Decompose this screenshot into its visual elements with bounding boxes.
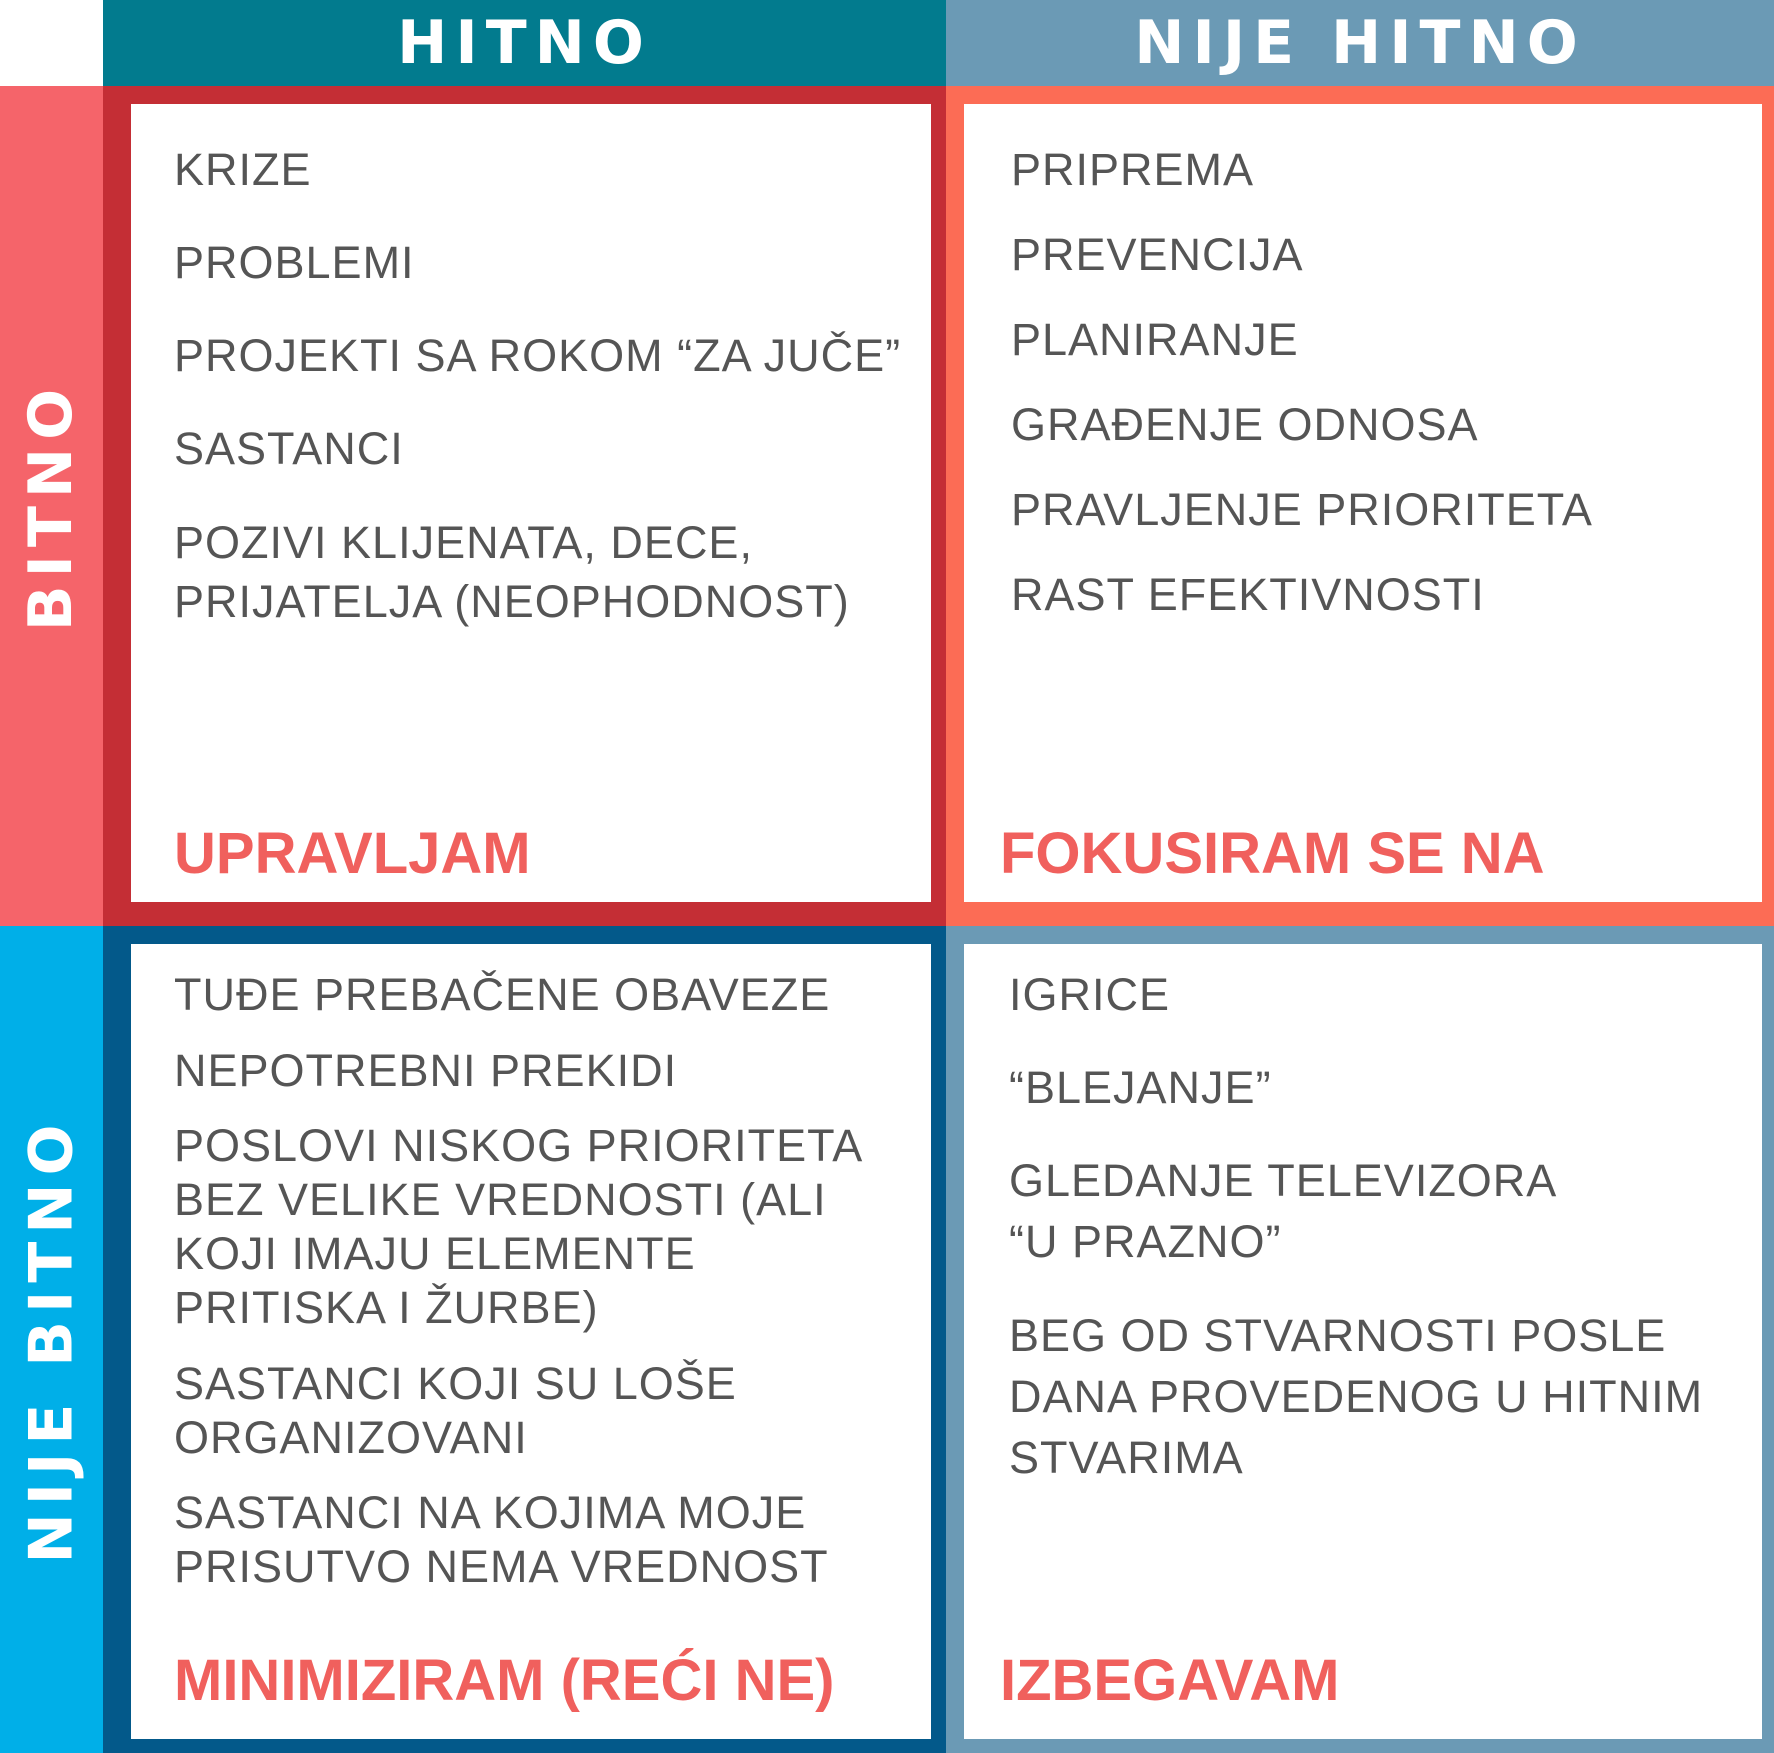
list-item: SASTANCI KOJI SU LOŠE <box>174 1358 737 1409</box>
header-urgent <box>103 0 946 86</box>
quadrant-not-urgent-important-box <box>964 104 1762 902</box>
header-not-urgent-label: NIJE HITNO <box>1134 8 1586 78</box>
quadrant-urgent-not-important-box <box>131 944 931 1739</box>
list-item: TUĐE PREBAČENE OBAVEZE <box>174 969 831 1020</box>
list-item: KOJI IMAJU ELEMENTE <box>174 1228 696 1279</box>
list-item: GLEDANJE TELEVIZORA <box>1009 1155 1558 1206</box>
list-item: SASTANCI <box>174 423 404 474</box>
quadrant-not-urgent-not-important-list <box>1009 944 1749 1544</box>
quadrant-not-urgent-important <box>946 86 1774 926</box>
header-not-important-label: NIJE BITNO <box>16 1116 87 1563</box>
quadrant-urgent-not-important <box>103 926 946 1753</box>
action-label-minimize: MINIMIZIRAM (REĆI NE) <box>174 1648 835 1713</box>
list-item: “U PRAZNO” <box>1009 1216 1282 1267</box>
action-label-focus: FOKUSIRAM SE NA <box>1000 821 1545 886</box>
list-item: PRITISKA I ŽURBE) <box>174 1282 599 1333</box>
list-item: IGRICE <box>1009 969 1171 1020</box>
quadrant-not-urgent-not-important-box <box>964 944 1762 1739</box>
list-item: PROJEKTI SA ROKOM “ZA JUČE” <box>174 330 902 381</box>
quadrant-urgent-important <box>103 86 946 926</box>
list-item: PRISUTVO NEMA VREDNOST <box>174 1541 829 1592</box>
list-item: STVARIMA <box>1009 1432 1244 1483</box>
header-not-urgent <box>946 0 1774 86</box>
list-item: PRIPREMA <box>1011 144 1255 195</box>
quadrant-urgent-important-box <box>131 104 931 902</box>
list-item: POZIVI KLIJENATA, DECE, <box>174 517 753 568</box>
list-item: NEPOTREBNI PREKIDI <box>174 1045 678 1096</box>
action-label-avoid: IZBEGAVAM <box>1000 1648 1340 1713</box>
list-item: PRIJATELJA (NEOPHODNOST) <box>174 576 850 627</box>
header-important <box>0 86 103 926</box>
list-item: GRAĐENJE ODNOSA <box>1011 399 1479 450</box>
quadrant-not-urgent-important-list <box>1011 104 1751 704</box>
list-item: “BLEJANJE” <box>1009 1062 1272 1113</box>
list-item: POSLOVI NISKOG PRIORITETA <box>174 1120 864 1171</box>
list-item: DANA PROVEDENOG U HITNIM <box>1009 1371 1704 1422</box>
action-label-manage: UPRAVLJAM <box>174 821 531 886</box>
quadrant-not-urgent-not-important <box>946 926 1774 1753</box>
list-item: BEZ VELIKE VREDNOSTI (ALI <box>174 1174 827 1225</box>
list-item: ORGANIZOVANI <box>174 1412 528 1463</box>
list-item: SASTANCI NA KOJIMA MOJE <box>174 1487 807 1538</box>
list-item: BEG OD STVARNOSTI POSLE <box>1009 1310 1667 1361</box>
list-item: PREVENCIJA <box>1011 229 1304 280</box>
header-important-label: BITNO <box>16 380 87 632</box>
list-item: RAST EFEKTIVNOSTI <box>1011 569 1485 620</box>
list-item: PROBLEMI <box>174 237 415 288</box>
list-item: KRIZE <box>174 144 312 195</box>
list-item: PLANIRANJE <box>1011 314 1299 365</box>
list-item: PRAVLJENJE PRIORITETA <box>1011 484 1593 535</box>
quadrant-urgent-important-list <box>174 104 914 704</box>
quadrant-urgent-not-important-list <box>174 944 914 1624</box>
header-not-important <box>0 926 103 1753</box>
header-urgent-label: HITNO <box>397 8 652 78</box>
